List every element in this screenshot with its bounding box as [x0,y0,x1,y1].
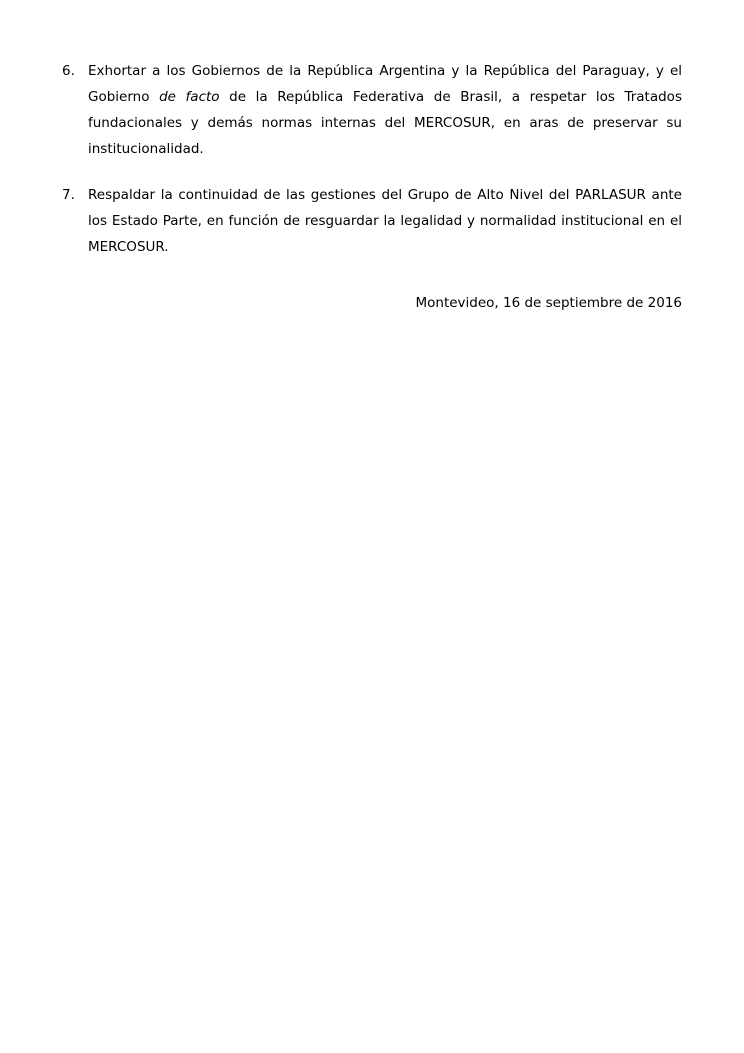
clause-text-after-italic: de la República Federativa de Brasil, a respetar los Tratados fundacionales y demás normas internas del MERCOSUR, en aras de preservar su institucionalidad. [88,89,682,157]
paragraph [88,58,682,162]
clause-italic-phrase: de facto [159,89,220,105]
list-item [62,58,682,162]
list-item [62,182,682,260]
list-item-number: 6. [62,63,75,79]
list-item-text [88,182,682,260]
signature-place-date: Montevideo, 16 de septiembre de 2016 [415,295,682,311]
document-body [62,58,682,274]
clause-text-before-italic: Exhortar a los Gobiernos de la República Argentina y la República del Paraguay, y el Gobierno [88,63,682,105]
list-item-text [88,58,682,162]
list-item-number: 7. [62,187,75,203]
paragraph: Respaldar la continuidad de las gestiones del Grupo de Alto Nivel del PARLASUR ante los Estado Parte, en función de resguardar la legalidad y normalidad institucional en el MERCOSUR. [88,187,682,255]
